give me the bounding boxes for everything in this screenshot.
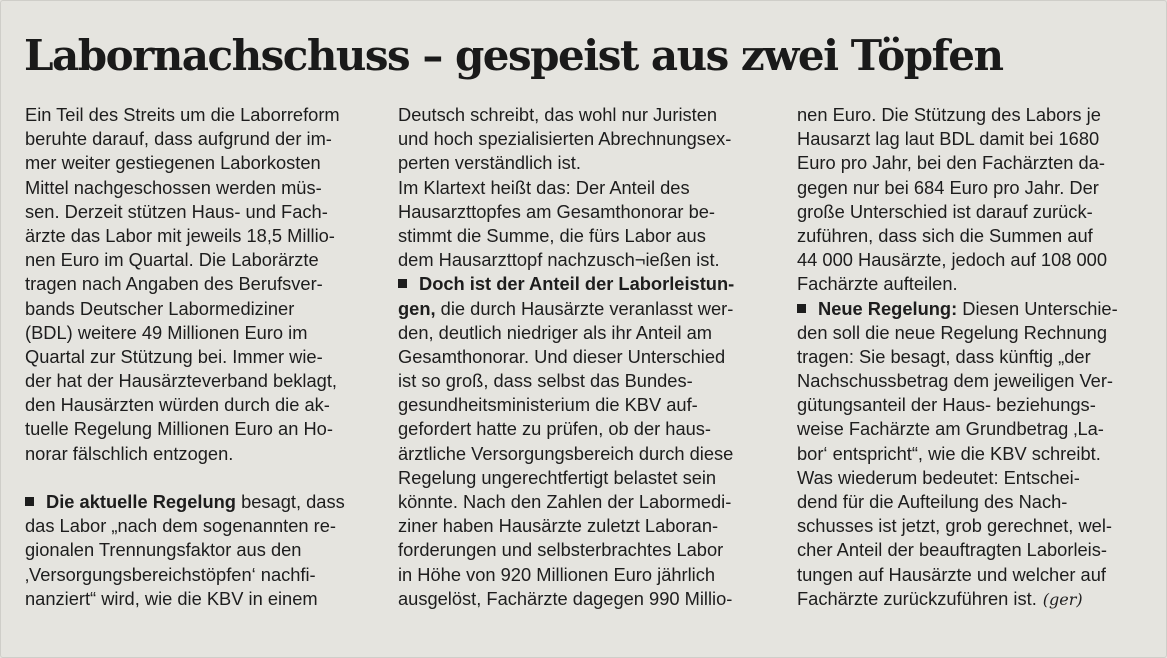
text-line: Hausarzttopfes am Gesamthonorar be- xyxy=(398,200,716,222)
text-line: norar fälschlich entzogen. xyxy=(25,442,234,464)
text-line xyxy=(25,490,377,514)
paragraph-new-rule xyxy=(797,297,1147,611)
text-line: Regelung ungerechtfertigt belastet sein xyxy=(398,466,717,488)
text-line: ausgelöst, Fachärzte dagegen 990 Millio- xyxy=(398,587,733,609)
author-signature: (ger) xyxy=(1042,589,1083,609)
text-line: nen Euro. Die Stützung des Labors je xyxy=(797,104,1101,125)
article-headline: Labornachschuss – gespeist aus zwei Töpfen xyxy=(24,31,1003,80)
text-line: dem Hausarzttopf nachzusch¬ießen ist. xyxy=(398,249,720,271)
bullet-square-icon xyxy=(398,279,407,288)
bullet-square-icon xyxy=(797,304,806,313)
subheading-current-rule: Die aktuelle Regelung xyxy=(46,491,236,512)
text-line: Was wiederum bedeutet: Entschei- xyxy=(797,466,1080,488)
text-line: den soll die neue Regelung Rechnung xyxy=(797,321,1108,343)
text-line: gesundheitsministerium die KBV auf- xyxy=(398,394,698,416)
text-line: in Höhe von 920 Millionen Euro jährlich xyxy=(398,563,716,585)
text-line: große Unterschied ist darauf zurück- xyxy=(797,200,1093,222)
text-line: Hausarzt lag laut BDL damit bei 1680 xyxy=(797,128,1100,150)
text-line: weise Fachärzte am Grundbetrag ‚La- xyxy=(797,418,1104,440)
subheading-lab-share-cont: gen, xyxy=(398,297,436,319)
text-line: dend für die Aufteilung des Nach- xyxy=(797,491,1068,512)
article-column-3 xyxy=(797,103,1147,611)
text-line: cher Anteil der beauftragten Laborleis- xyxy=(797,539,1107,561)
text-line: den, deutlich niedriger als ihr Anteil am xyxy=(398,321,713,343)
text-line: das Labor „nach dem sogenannten re- xyxy=(25,515,336,537)
article-column-1 xyxy=(25,103,377,611)
text-line: tuelle Regelung Millionen Euro an Ho- xyxy=(25,418,333,440)
text-line: Ein Teil des Streits um die Laborreform xyxy=(25,104,340,125)
text-line: forderungen und selbsterbrachtes Labor xyxy=(398,539,724,561)
text-line: tungen auf Hausärzte und welcher auf xyxy=(797,563,1106,585)
text-line: (BDL) weitere 49 Millionen Euro im xyxy=(25,321,308,343)
text-line: gefordert hatte zu prüfen, ob der haus- xyxy=(398,418,712,440)
text-line: Nachschussbetrag dem jeweiligen Ver- xyxy=(797,370,1114,392)
text-line: bor‘ entspricht“, wie die KBV schreibt. xyxy=(797,442,1101,464)
text-line: den Hausärzten würden durch die ak- xyxy=(25,394,330,416)
text-line: gionalen Trennungsfaktor aus den xyxy=(25,539,302,561)
text-line: ärzte das Labor mit jeweils 18,5 Millio- xyxy=(25,224,335,246)
text-line: Fachärzte aufteilen. xyxy=(797,273,958,295)
text-line: der hat der Hausärzteverband beklagt, xyxy=(25,370,337,392)
text-line xyxy=(797,297,1147,321)
text-line: schusses ist jetzt, grob gerechnet, wel- xyxy=(797,515,1112,537)
text-line: bands Deutscher Labormediziner xyxy=(25,297,295,319)
article-column-2 xyxy=(398,103,776,611)
paragraph-current-rule xyxy=(25,490,377,611)
subheading-new-rule: Neue Regelung: xyxy=(818,297,958,319)
text-line xyxy=(398,272,776,296)
bullet-square-icon xyxy=(25,497,34,506)
text-fragment: besagt, dass xyxy=(235,491,345,512)
text-line: tragen: Sie besagt, dass künftig „der xyxy=(797,345,1091,367)
text-line: stimmt die Summe, die fürs Labor aus xyxy=(398,224,706,246)
text-line: ist so groß, dass selbst das Bundes- xyxy=(398,370,693,392)
text-fragment: die durch Hausärzte veranlasst wer- xyxy=(435,297,734,319)
text-line: Euro pro Jahr, bei den Fachärzten da- xyxy=(797,152,1105,174)
text-line: gegen nur bei 684 Euro pro Jahr. Der xyxy=(797,176,1099,198)
paragraph-support-per-doctor xyxy=(797,103,1147,297)
text-line xyxy=(398,297,776,321)
text-line xyxy=(797,587,1147,611)
text-line: Mittel nachgeschossen werden müs- xyxy=(25,176,322,198)
paragraph-legalese xyxy=(398,103,776,272)
text-line: nen Euro im Quartal. Die Laborärzte xyxy=(25,249,319,271)
paragraph-intro xyxy=(25,103,377,466)
text-line: beruhte darauf, dass aufgrund der im- xyxy=(25,128,332,150)
text-line: nanziert“ wird, wie die KBV in einem xyxy=(25,587,318,609)
text-line: mer weiter gestiegenen Laborkosten xyxy=(25,152,321,174)
text-line: zuführen, dass sich die Summen auf xyxy=(797,224,1093,246)
text-fragment: Diesen Unterschie- xyxy=(957,297,1118,319)
text-line: tragen nach Angaben des Berufsver- xyxy=(25,273,323,295)
text-line: könnte. Nach den Zahlen der Labormedi- xyxy=(398,491,732,512)
text-line: 44 000 Hausärzte, jedoch auf 108 000 xyxy=(797,249,1107,271)
text-line: Quartal zur Stützung bei. Immer wie- xyxy=(25,345,323,367)
paragraph-lab-share xyxy=(398,272,776,611)
text-line: ziner haben Hausärzte zuletzt Laboran- xyxy=(398,515,719,537)
text-line: ‚Versorgungsbereichstöpfen‘ nachfi- xyxy=(25,563,316,585)
text-line: Im Klartext heißt das: Der Anteil des xyxy=(398,176,690,198)
text-line: ärztliche Versorgungsbereich durch diese xyxy=(398,442,734,464)
text-fragment: Fachärzte zurückzuführen ist. xyxy=(797,587,1037,609)
text-line: und hoch spezialisierten Abrechnungsex- xyxy=(398,128,732,150)
text-line: Gesamthonorar. Und dieser Unterschied xyxy=(398,345,726,367)
text-line: gütungsanteil der Haus- beziehungs- xyxy=(797,394,1096,416)
subheading-lab-share: Doch ist der Anteil der Laborleistun- xyxy=(419,273,735,295)
text-line: Deutsch schreibt, das wohl nur Juristen xyxy=(398,104,718,125)
paragraph-gap xyxy=(25,466,377,490)
text-line: sen. Derzeit stützen Haus- und Fach- xyxy=(25,200,328,222)
text-line: perten verständlich ist. xyxy=(398,152,581,174)
